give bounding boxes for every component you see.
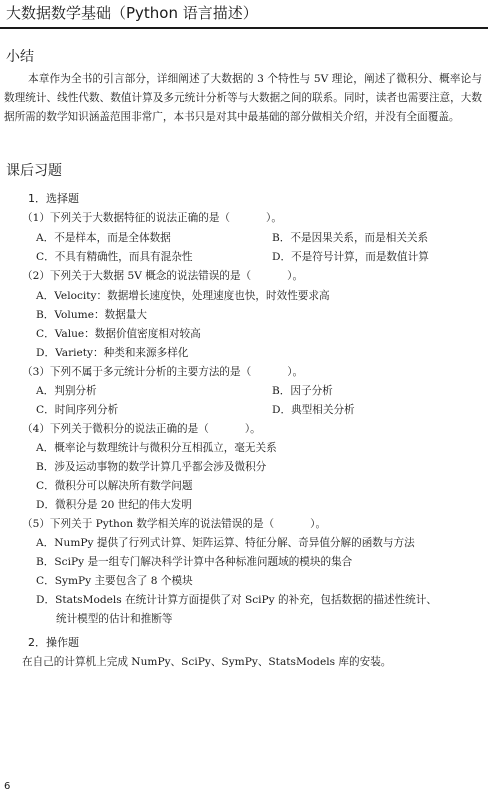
question-end: ）。 (287, 366, 304, 378)
question-end: ）。 (310, 518, 327, 530)
question-end: ）。 (287, 270, 304, 282)
option-d: D．不是符号计算，而是数值计算 (272, 251, 429, 263)
question-stem: （4）下列关于微积分的说法正确的是（ (22, 423, 209, 435)
option-b: B．Volume：数据量大 (36, 309, 147, 321)
option-a: A．不是样本，而是全体数据 (36, 232, 171, 244)
question-1 (22, 210, 282, 225)
question-stem: （2）下列关于大数据 5V 概念的说法错误的是（ (22, 270, 252, 282)
option-b: B．SciPy 是一组专门解决科学计算中各种标准问题域的模块的集合 (36, 556, 353, 568)
question-stem: （3）下列不属于多元统计分析的主要方法的是（ (22, 366, 252, 378)
option-a: A．概率论与数理统计与微积分互相孤立，毫无关系 (36, 442, 277, 454)
running-header: 大数据数学基础（Python 语言描述） (6, 4, 258, 22)
question-4 (22, 421, 261, 436)
option-b: B．涉及运动事物的数学计算几乎都会涉及微积分 (36, 461, 267, 473)
option-c: C．Value：数据价值密度相对较高 (36, 328, 201, 340)
question-2 (22, 268, 303, 283)
question-end: ）。 (266, 212, 282, 224)
question-end: ）。 (244, 423, 261, 435)
option-a: A．NumPy 提供了行列式计算、矩阵运算、特征分解、奇异值分解的函数与方法 (36, 537, 415, 549)
option-d: D．StatsModels 在统计计算方面提供了对 SciPy 的补充，包括数据的描述性统计、 (36, 594, 437, 606)
option-d-continued: 统计模型的估计和推断等 (56, 613, 173, 625)
header-rule (0, 27, 488, 29)
page-number: 6 (4, 781, 11, 792)
option-b: B．因子分析 (272, 385, 333, 397)
option-d: D．典型相关分析 (272, 404, 355, 416)
question-5 (22, 516, 326, 531)
option-a: A．判别分析 (36, 385, 97, 397)
section-choice-heading: 1．选择题 (28, 192, 79, 205)
option-c: C．时间序列分析 (36, 404, 119, 416)
option-a: A．Velocity：数据增长速度快，处理速度也快，时效性要求高 (36, 290, 330, 302)
question-stem: （5）下列关于 Python 数学相关库的说法错误的是（ (22, 518, 275, 530)
option-b: B．不是因果关系，而是相关关系 (272, 232, 429, 244)
operation-task: 在自己的计算机上完成 NumPy、SciPy、SymPy、StatsModels 库的安装。 (22, 656, 392, 668)
option-d: D．微积分是 20 世纪的伟大发明 (36, 499, 192, 511)
option-c: C．不具有精确性，而具有混杂性 (36, 251, 193, 263)
option-c: C．微积分可以解决所有数学问题 (36, 480, 193, 492)
question-stem: （1）下列关于大数据特征的说法正确的是（ (22, 212, 231, 224)
summary-paragraph: 本章作为全书的引言部分，详细阐述了大数据的 3 个特性与 5V 理论，阐述了微积分、概率论与数理统计、线性代数、数值计算及多元统计分析等与大数据之间的联系。同时，读者也需要注意，大数据所需的数学知识涵盖范围非常广，本书只是对其中最基础的部分做相关介绍，并没有全面覆盖。 (4, 73, 482, 123)
option-d: D．Variety：种类和来源多样化 (36, 347, 189, 359)
section-operation-heading: 2．操作题 (28, 636, 79, 649)
question-3 (22, 364, 303, 379)
option-c: C．SymPy 主要包含了 8 个模块 (36, 575, 193, 587)
summary-heading: 小结 (6, 49, 34, 65)
exercises-heading: 课后习题 (6, 163, 62, 179)
